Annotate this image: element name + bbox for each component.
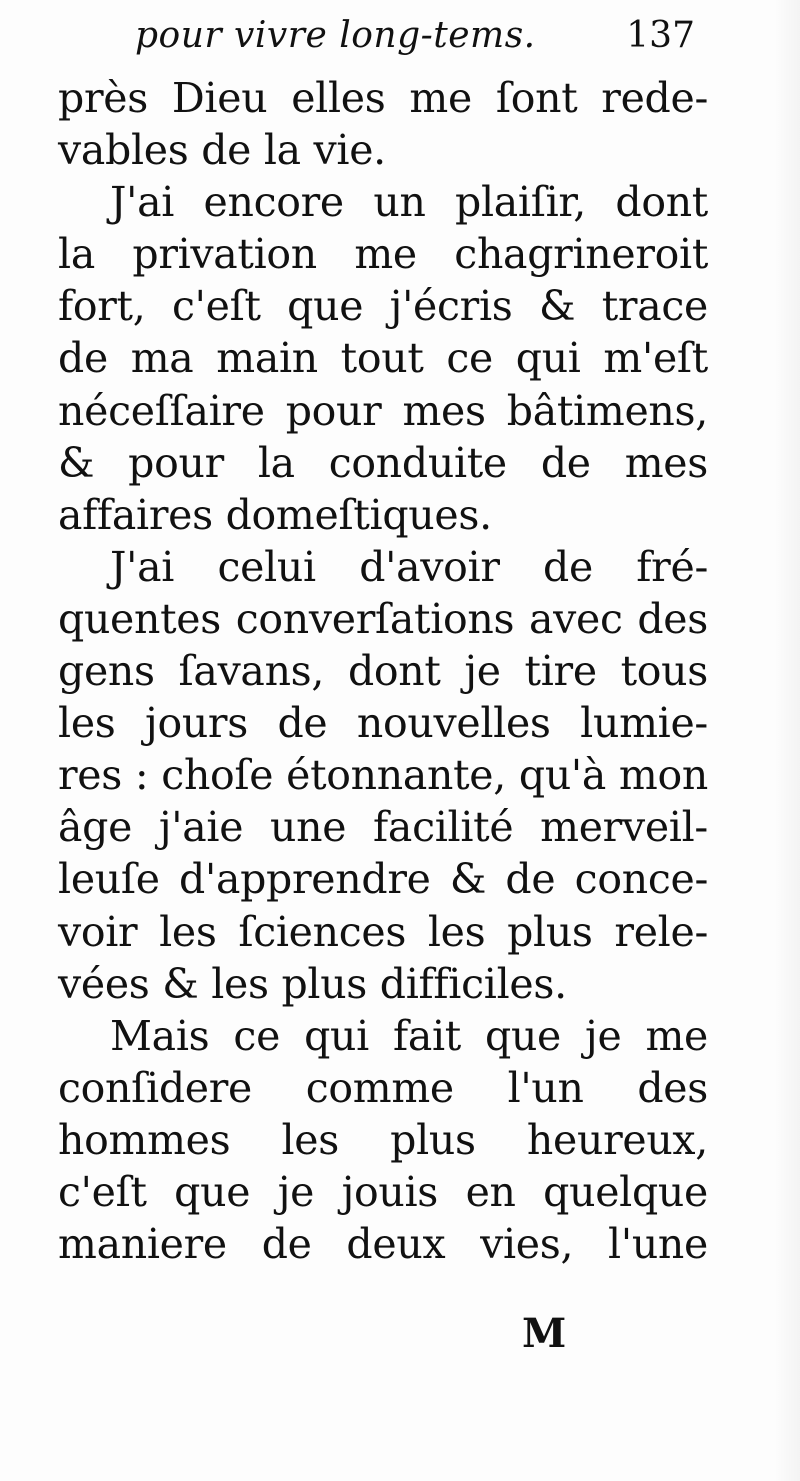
- text-line: néceſſaire pour mes bâtimens,: [58, 386, 708, 435]
- text-line: conſidere comme l'un des: [58, 1063, 708, 1112]
- text-line: vées & les plus difficiles.: [58, 959, 567, 1008]
- text-line: la privation me chagrineroit: [58, 230, 708, 279]
- text-line: Mais ce qui fait que je me: [110, 1011, 708, 1060]
- text-line: J'ai encore un plaiſir, dont: [110, 178, 708, 227]
- text-line: & pour la conduite de mes: [58, 438, 708, 487]
- text-line: affaires domeſtiques.: [58, 490, 492, 539]
- text-line: près Dieu elles me ſont rede-: [58, 74, 708, 122]
- text-line: maniere de deux vies, l'une: [58, 1220, 708, 1269]
- page-header: [135, 14, 695, 58]
- text-line: J'ai celui d'avoir de fré-: [110, 542, 708, 591]
- text-line: les jours de nouvelles lumie-: [58, 699, 708, 748]
- text-line: vables de la vie.: [58, 126, 386, 175]
- text-line: gens ſavans, dont je tire tous: [58, 647, 708, 696]
- running-head: pour vivre long-tems.: [135, 15, 536, 56]
- text-line: res : choſe étonnante, qu'à mon: [58, 751, 708, 800]
- text-line: hommes les plus heureux,: [58, 1115, 708, 1164]
- text-line: âge j'aie une facilité merveil-: [58, 803, 708, 852]
- page-edge-shadow: [774, 0, 800, 1481]
- text-line: leuſe d'apprendre & de conce-: [58, 855, 708, 904]
- text-line: de ma main tout ce qui m'eſt: [58, 334, 708, 383]
- text-line: voir les ſciences les plus rele-: [58, 907, 708, 956]
- text-line: fort, c'eſt que j'écris & trace: [58, 282, 708, 331]
- text-line: c'eſt que je jouis en quelque: [58, 1167, 708, 1216]
- catchword: M: [522, 1310, 567, 1357]
- page-number: 137: [626, 15, 695, 56]
- text-line: quentes converſations avec des: [58, 594, 708, 643]
- body-text: [58, 72, 708, 1270]
